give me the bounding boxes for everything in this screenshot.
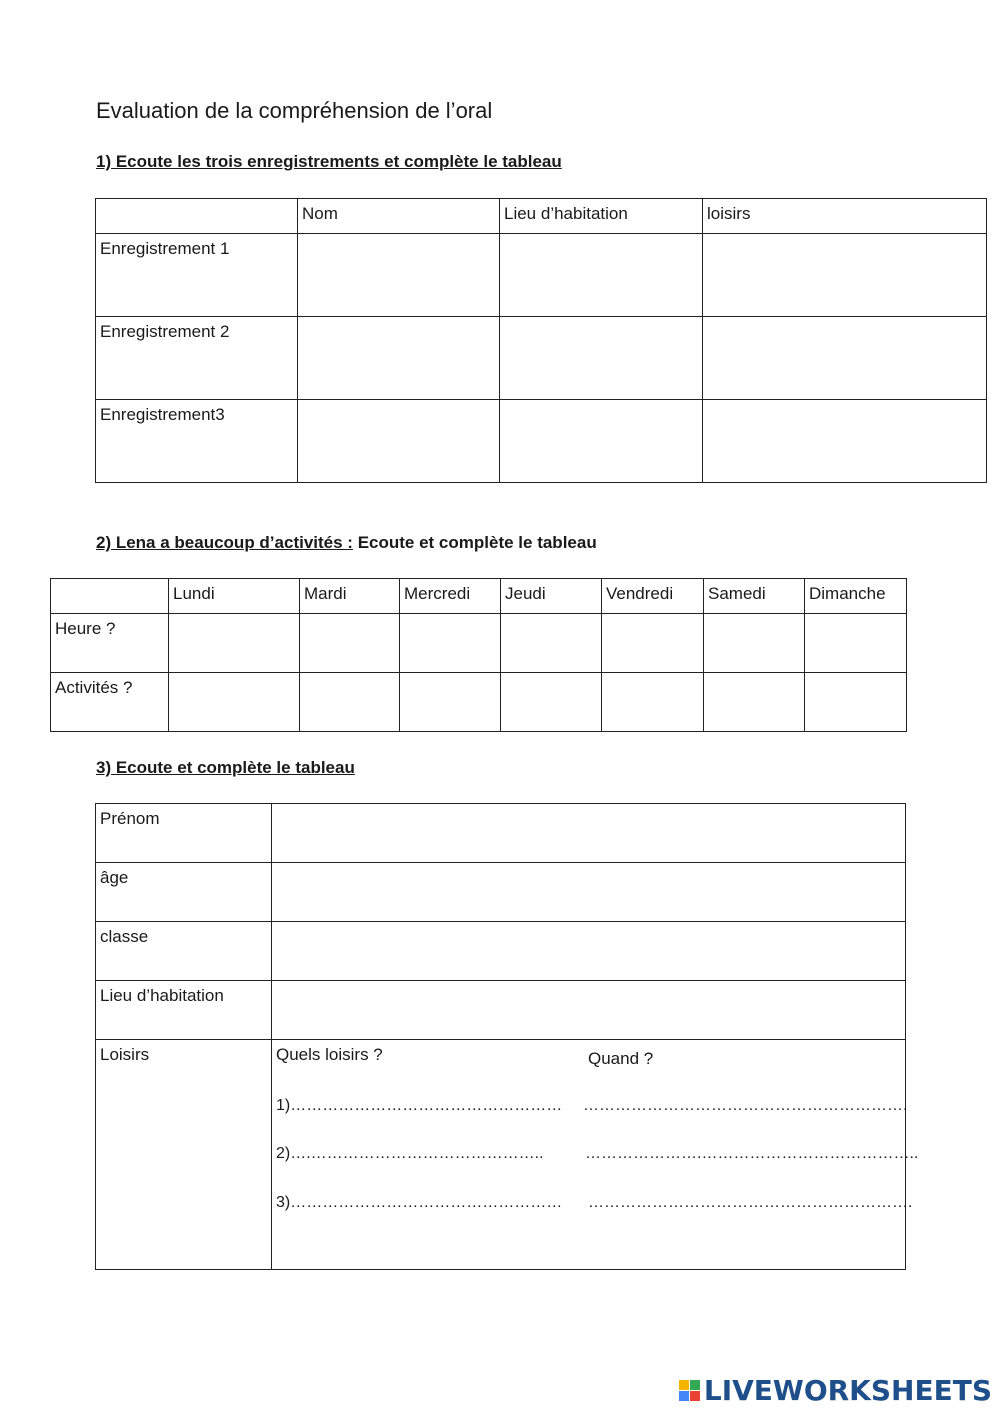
loisir-line-3[interactable]: 3)……………………………………………: [276, 1194, 563, 1211]
t2-col-day: Mercredi: [400, 579, 501, 614]
t2-col-day: Jeudi: [501, 579, 602, 614]
t2-answer-cell[interactable]: [704, 673, 805, 732]
t3-row-label: âge: [96, 863, 272, 922]
t2-col-day: Lundi: [169, 579, 300, 614]
quand-question: Quand ?: [588, 1049, 654, 1068]
t1-answer-cell[interactable]: [703, 317, 987, 400]
section1-heading-text: 1) Ecoute les trois enregistrements et complète le tableau: [96, 152, 562, 171]
t1-col-loisirs: loisirs: [703, 199, 987, 234]
t1-answer-cell[interactable]: [703, 234, 987, 317]
t3-row-label: Loisirs: [96, 1040, 272, 1270]
quand-line-2[interactable]: ………………….…………………………………..: [585, 1145, 919, 1162]
t2-col-day: Vendredi: [602, 579, 704, 614]
t2-corner-cell: [51, 579, 169, 614]
t1-corner-cell: [96, 199, 298, 234]
t2-col-day: Samedi: [704, 579, 805, 614]
section2-heading-underlined: 2) Lena a beaucoup d’activités :: [96, 533, 353, 552]
table-profile: [95, 803, 919, 1270]
table-activities: [50, 578, 907, 732]
t2-answer-cell[interactable]: [300, 673, 400, 732]
t2-answer-cell[interactable]: [704, 614, 805, 673]
t2-answer-cell[interactable]: [602, 614, 704, 673]
liveworksheets-logo: [679, 1374, 992, 1407]
page-title: Evaluation de la compréhension de l’oral: [96, 98, 493, 123]
t3-answer-cell[interactable]: [272, 981, 906, 1040]
t2-col-day: Mardi: [300, 579, 400, 614]
t1-answer-cell[interactable]: [500, 234, 703, 317]
t3-row-label: classe: [96, 922, 272, 981]
t2-answer-cell[interactable]: [400, 614, 501, 673]
t1-answer-cell[interactable]: [500, 400, 703, 483]
t1-answer-cell[interactable]: [298, 400, 500, 483]
t3-loisirs-cell: [272, 1040, 919, 1270]
t1-col-lieu: Lieu d’habitation: [500, 199, 703, 234]
t2-answer-cell[interactable]: [501, 614, 602, 673]
t1-answer-cell[interactable]: [298, 317, 500, 400]
t1-answer-cell[interactable]: [500, 317, 703, 400]
t2-answer-cell[interactable]: [501, 673, 602, 732]
t1-row-label: Enregistrement3: [96, 400, 298, 483]
loisirs-question: Quels loisirs ?: [276, 1045, 383, 1064]
t2-col-day: Dimanche: [805, 579, 907, 614]
t3-row-label: Prénom: [96, 804, 272, 863]
t3-row-label: Lieu d’habitation: [96, 981, 272, 1040]
t2-answer-cell[interactable]: [169, 673, 300, 732]
t1-row-label: Enregistrement 2: [96, 317, 298, 400]
logo-text: LIVEWORKSHEETS: [703, 1374, 992, 1407]
t2-answer-cell[interactable]: [169, 614, 300, 673]
t2-answer-cell[interactable]: [400, 673, 501, 732]
t3-answer-cell[interactable]: [272, 804, 906, 863]
section2-heading: [96, 533, 597, 553]
t1-answer-cell[interactable]: [703, 400, 987, 483]
section1-heading: [96, 152, 562, 172]
t1-row-label: Enregistrement 1: [96, 234, 298, 317]
t2-row-label: Heure ?: [51, 614, 169, 673]
t2-answer-cell[interactable]: [805, 673, 907, 732]
table-recordings: [95, 198, 987, 483]
section3-heading-text: 3) Ecoute et complète le tableau: [96, 758, 355, 777]
section3-heading: [96, 758, 355, 778]
t2-answer-cell[interactable]: [805, 614, 907, 673]
quand-line-3[interactable]: …………………………………………………….: [588, 1194, 913, 1211]
t2-answer-cell[interactable]: [602, 673, 704, 732]
t1-answer-cell[interactable]: [298, 234, 500, 317]
t2-answer-cell[interactable]: [300, 614, 400, 673]
loisir-line-2[interactable]: 2)….……………………………………..: [276, 1145, 544, 1162]
t3-answer-cell[interactable]: [272, 922, 906, 981]
t1-col-nom: Nom: [298, 199, 500, 234]
logo-squares-icon: [679, 1380, 700, 1401]
t3-answer-cell[interactable]: [272, 863, 906, 922]
section2-heading-rest: Ecoute et complète le tableau: [352, 533, 597, 552]
loisir-line-1[interactable]: 1)……………………………………………: [276, 1097, 563, 1114]
quand-line-1[interactable]: …………………………………………………….: [583, 1097, 908, 1114]
t2-row-label: Activités ?: [51, 673, 169, 732]
